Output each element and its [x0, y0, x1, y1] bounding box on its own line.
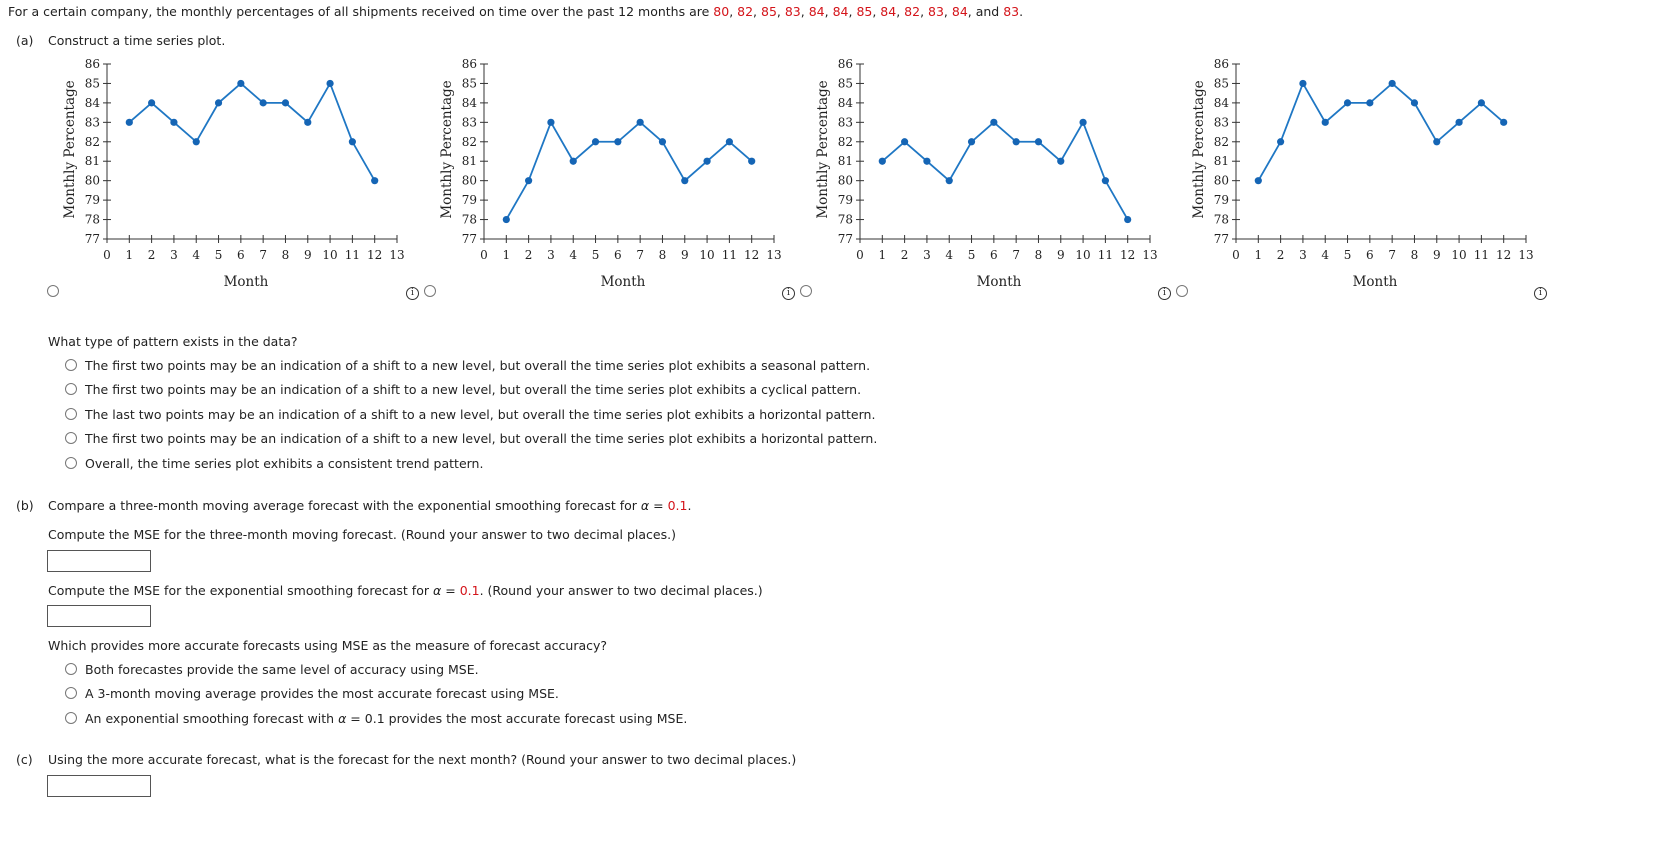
data-point	[282, 99, 289, 106]
alpha-symbol: α	[432, 583, 442, 598]
time-series-plot-3	[808, 55, 1158, 295]
data-point	[547, 119, 554, 126]
x-tick-label: 10	[322, 248, 338, 262]
data-point	[681, 177, 688, 184]
data-point	[879, 158, 886, 165]
y-tick-label: 79	[1213, 193, 1229, 208]
data-point	[126, 119, 133, 126]
data-point	[570, 158, 577, 165]
data-point	[1079, 119, 1086, 126]
data-point	[1299, 80, 1306, 87]
y-tick-label: 85	[84, 76, 100, 91]
y-axis-label: Monthly Percentage	[1191, 80, 1207, 219]
y-tick-label: 86	[1213, 57, 1229, 71]
y-tick-label: 85	[1213, 76, 1229, 91]
data-value: 82	[737, 4, 754, 19]
x-tick-label: 10	[699, 248, 715, 262]
x-tick-label: 6	[990, 248, 998, 262]
data-point	[1389, 80, 1396, 87]
x-tick-label: 11	[344, 248, 361, 262]
x-tick-label: 6	[614, 248, 622, 262]
accuracy-option-3-alpha: 0.1	[364, 711, 385, 726]
x-tick-label: 4	[1321, 248, 1330, 262]
and-text: , and	[967, 4, 1004, 19]
x-axis-label: Month	[1352, 274, 1398, 290]
data-point	[1013, 138, 1020, 145]
x-axis-label: Month	[223, 274, 269, 290]
x-tick-label: 9	[680, 248, 689, 262]
y-tick-label: 80	[837, 173, 853, 188]
data-point	[923, 158, 930, 165]
data-point	[726, 138, 733, 145]
pattern-option-5-radio[interactable]	[65, 457, 77, 469]
data-value: 85	[761, 4, 777, 19]
value-separator: ,	[729, 4, 738, 19]
y-tick-label: 82	[837, 134, 853, 149]
y-tick-label: 81	[84, 154, 100, 169]
data-point	[503, 216, 510, 223]
alpha-value: 0.1	[667, 498, 688, 513]
accuracy-question: Which provides more accurate forecasts using MSE as the measure of forecast accuracy?	[48, 638, 608, 653]
y-tick-label: 80	[1213, 173, 1229, 188]
x-tick-label: 1	[125, 248, 134, 262]
y-tick-label: 79	[837, 193, 853, 208]
part-c-prompt: Using the more accurate forecast, what is the forecast for the next month? (Round your answer to two decimal places.)	[48, 752, 797, 767]
y-tick-label: 78	[461, 212, 477, 227]
x-tick-label: 1	[502, 248, 511, 262]
data-point	[614, 138, 621, 145]
y-tick-label: 78	[1213, 212, 1229, 227]
data-point	[1057, 158, 1064, 165]
data-point	[901, 138, 908, 145]
mse-es-prompt-text: Compute the MSE for the exponential smoothing forecast for	[48, 583, 429, 598]
x-tick-label: 0	[856, 248, 864, 262]
y-tick-label: 83	[461, 115, 477, 130]
x-tick-label: 5	[967, 248, 976, 262]
y-tick-label: 77	[837, 232, 853, 246]
data-point	[260, 99, 267, 106]
value-separator: ,	[848, 4, 857, 19]
x-tick-label: 9	[1432, 248, 1441, 262]
accuracy-option-1-label: Both forecastes provide the same level of accuracy using MSE.	[85, 662, 479, 677]
data-point	[148, 99, 155, 106]
x-tick-label: 3	[170, 248, 178, 262]
accuracy-option-2-label: A 3-month moving average provides the most accurate forecast using MSE.	[85, 686, 559, 701]
accuracy-option-3-radio[interactable]	[65, 712, 77, 724]
pattern-option-5-label: Overall, the time series plot exhibits a consistent trend pattern.	[85, 456, 484, 471]
x-tick-label: 3	[1299, 248, 1307, 262]
data-value: 84	[808, 4, 825, 19]
data-value: 84	[832, 4, 849, 19]
data-point	[525, 177, 532, 184]
info-icon[interactable]: i	[1534, 287, 1547, 300]
data-point	[1277, 138, 1284, 145]
x-tick-label: 6	[237, 248, 245, 262]
data-point	[1124, 216, 1131, 223]
x-tick-label: 5	[1343, 248, 1352, 262]
y-tick-label: 85	[837, 76, 853, 91]
y-tick-label: 77	[84, 232, 100, 246]
y-axis-label: Monthly Percentage	[62, 80, 78, 219]
x-tick-label: 1	[878, 248, 887, 262]
accuracy-option-2-radio[interactable]	[65, 687, 77, 699]
data-point	[371, 177, 378, 184]
intro-text: For a certain company, the monthly percentages of all shipments received on time over the past 12 months are	[8, 4, 714, 19]
alpha-symbol: α	[640, 498, 650, 513]
x-tick-label: 3	[923, 248, 931, 262]
x-tick-label: 12	[1120, 248, 1136, 262]
series-line	[506, 122, 751, 219]
x-tick-label: 1	[1254, 248, 1263, 262]
value-separator: ,	[920, 4, 929, 19]
x-tick-label: 11	[1473, 248, 1490, 262]
pattern-option-1-radio[interactable]	[65, 359, 77, 371]
data-point	[1478, 99, 1485, 106]
x-tick-label: 7	[1012, 248, 1020, 262]
data-point	[968, 138, 975, 145]
next-month-forecast-input[interactable]	[47, 775, 151, 797]
series-line	[882, 122, 1127, 219]
accuracy-option-1-radio[interactable]	[65, 663, 77, 675]
data-value-last: 83	[1003, 4, 1020, 19]
x-tick-label: 11	[721, 248, 738, 262]
data-value: 83	[928, 4, 944, 19]
alpha-symbol: α	[338, 711, 347, 726]
x-tick-label: 0	[480, 248, 488, 262]
data-point	[1255, 177, 1262, 184]
equals-sign: =	[445, 583, 456, 598]
y-tick-label: 79	[84, 193, 100, 208]
data-point	[592, 138, 599, 145]
data-point	[637, 119, 644, 126]
value-separator: ,	[872, 4, 881, 19]
y-tick-label: 81	[461, 154, 477, 169]
x-axis-label: Month	[600, 274, 646, 290]
pattern-question: What type of pattern exists in the data?	[48, 334, 298, 349]
x-tick-label: 7	[636, 248, 644, 262]
data-point	[1102, 177, 1109, 184]
data-point	[215, 99, 222, 106]
data-point	[1455, 119, 1462, 126]
data-point	[237, 80, 244, 87]
data-point	[170, 119, 177, 126]
y-tick-label: 83	[84, 115, 100, 130]
equals-sign: =	[350, 711, 361, 726]
y-tick-label: 82	[84, 134, 100, 149]
y-tick-label: 86	[837, 57, 853, 71]
mse-es-prompt-end: . (Round your answer to two decimal places.)	[479, 583, 763, 598]
data-point	[1035, 138, 1042, 145]
x-tick-label: 2	[524, 248, 533, 262]
x-tick-label: 13	[389, 248, 405, 262]
x-tick-label: 10	[1075, 248, 1091, 262]
data-point	[193, 138, 200, 145]
x-axis-label: Month	[976, 274, 1022, 290]
y-tick-label: 86	[84, 57, 100, 71]
pattern-option-3-label: The last two points may be an indication of a shift to a new level, but overall the time series plot exhibits a horizontal pattern.	[85, 407, 876, 422]
data-value: 85	[856, 4, 873, 19]
x-tick-label: 13	[1518, 248, 1534, 262]
x-tick-label: 8	[281, 248, 290, 262]
data-value: 82	[904, 4, 921, 19]
y-tick-label: 86	[461, 57, 477, 71]
x-tick-label: 6	[1366, 248, 1374, 262]
data-value: 84	[880, 4, 897, 19]
x-tick-label: 13	[766, 248, 782, 262]
x-tick-label: 4	[569, 248, 578, 262]
pattern-option-2-label: The first two points may be an indication of a shift to a new level, but overall the time series plot exhibits a cyclical pattern.	[85, 382, 862, 397]
y-tick-label: 82	[1213, 134, 1229, 149]
x-tick-label: 4	[192, 248, 201, 262]
value-separator: ,	[753, 4, 761, 19]
x-tick-label: 4	[945, 248, 954, 262]
info-icon[interactable]: i	[782, 287, 795, 300]
period: .	[687, 498, 692, 513]
pattern-option-4-radio[interactable]	[65, 432, 77, 444]
series-line	[129, 83, 374, 180]
accuracy-option-3-post: provides the most accurate forecast using MSE.	[388, 711, 688, 726]
problem-statement	[8, 4, 1023, 19]
pattern-option-1-label: The first two points may be an indication of a shift to a new level, but overall the time series plot exhibits a seasonal pattern.	[85, 358, 871, 373]
y-tick-label: 83	[1213, 115, 1229, 130]
y-axis-label: Monthly Percentage	[815, 80, 831, 219]
y-axis-label: Monthly Percentage	[439, 80, 455, 219]
x-tick-label: 12	[1496, 248, 1512, 262]
value-separator: ,	[800, 4, 809, 19]
y-tick-label: 84	[461, 95, 477, 110]
data-point	[748, 158, 755, 165]
y-tick-label: 81	[1213, 154, 1229, 169]
x-tick-label: 9	[1056, 248, 1065, 262]
x-tick-label: 8	[1410, 248, 1419, 262]
time-series-plot-1	[55, 55, 405, 295]
data-point	[659, 138, 666, 145]
y-tick-label: 81	[837, 154, 853, 169]
accuracy-option-3-pre: An exponential smoothing forecast with	[85, 711, 335, 726]
y-tick-label: 79	[461, 193, 477, 208]
y-tick-label: 77	[1213, 232, 1229, 246]
x-tick-label: 5	[591, 248, 600, 262]
x-tick-label: 10	[1451, 248, 1467, 262]
data-point	[1411, 99, 1418, 106]
value-separator: ,	[896, 4, 905, 19]
compare-text: Compare a three-month moving average forecast with the exponential smoothing forecast for	[48, 498, 637, 513]
data-value: 83	[784, 4, 801, 19]
y-tick-label: 78	[84, 212, 100, 227]
intro-end: .	[1019, 4, 1024, 19]
data-point	[1344, 99, 1351, 106]
x-tick-label: 7	[1388, 248, 1396, 262]
value-separator: ,	[824, 4, 833, 19]
info-icon[interactable]: i	[1158, 287, 1171, 300]
pattern-option-4-label: The first two points may be an indication of a shift to a new level, but overall the time series plot exhibits a horizontal pattern.	[85, 431, 878, 446]
y-tick-label: 85	[461, 76, 477, 91]
y-tick-label: 78	[837, 212, 853, 227]
alpha-value: 0.1	[459, 583, 480, 598]
y-tick-label: 83	[837, 115, 853, 130]
x-tick-label: 0	[103, 248, 111, 262]
x-tick-label: 12	[367, 248, 383, 262]
part-b-instruction	[48, 498, 691, 513]
data-point	[1366, 99, 1373, 106]
part-a-instruction: Construct a time series plot.	[48, 33, 226, 48]
data-point	[326, 80, 333, 87]
x-tick-label: 8	[1034, 248, 1043, 262]
mse-moving-average-input[interactable]	[47, 550, 151, 572]
mse-ma-prompt: Compute the MSE for the three-month moving forecast. (Round your answer to two decimal places.)	[48, 527, 676, 542]
data-point	[703, 158, 710, 165]
x-tick-label: 11	[1097, 248, 1114, 262]
equals-sign: =	[653, 498, 664, 513]
y-tick-label: 84	[1213, 95, 1229, 110]
part-c-label: (c)	[16, 752, 33, 767]
time-series-plot-2	[432, 55, 782, 295]
x-tick-label: 7	[259, 248, 267, 262]
data-point	[1433, 138, 1440, 145]
value-separator: ,	[943, 4, 952, 19]
x-tick-label: 8	[658, 248, 667, 262]
data-point	[304, 119, 311, 126]
x-tick-label: 2	[1276, 248, 1285, 262]
pattern-option-2-radio[interactable]	[65, 383, 77, 395]
y-tick-label: 77	[461, 232, 477, 246]
data-point	[946, 177, 953, 184]
pattern-option-3-radio[interactable]	[65, 408, 77, 420]
x-tick-label: 13	[1142, 248, 1158, 262]
data-value: 84	[951, 4, 968, 19]
y-tick-label: 84	[84, 95, 100, 110]
time-series-plot-4	[1184, 55, 1534, 295]
data-point	[990, 119, 997, 126]
y-tick-label: 84	[837, 95, 853, 110]
data-point	[349, 138, 356, 145]
data-point	[1322, 119, 1329, 126]
accuracy-option-3-label	[85, 711, 687, 726]
data-values	[713, 4, 968, 19]
series-line	[1258, 83, 1503, 180]
x-tick-label: 2	[900, 248, 909, 262]
value-separator: ,	[776, 4, 785, 19]
y-tick-label: 80	[461, 173, 477, 188]
x-tick-label: 0	[1232, 248, 1240, 262]
x-tick-label: 9	[303, 248, 312, 262]
mse-exponential-smoothing-input[interactable]	[47, 605, 151, 627]
part-a-label: (a)	[16, 33, 34, 48]
x-tick-label: 2	[147, 248, 156, 262]
part-b-label: (b)	[16, 498, 34, 513]
x-tick-label: 3	[547, 248, 555, 262]
data-value: 80	[713, 4, 730, 19]
mse-es-prompt	[48, 583, 763, 598]
y-tick-label: 82	[461, 134, 477, 149]
y-tick-label: 80	[84, 173, 100, 188]
x-tick-label: 5	[214, 248, 223, 262]
x-tick-label: 12	[744, 248, 760, 262]
data-point	[1500, 119, 1507, 126]
info-icon[interactable]: i	[406, 287, 419, 300]
